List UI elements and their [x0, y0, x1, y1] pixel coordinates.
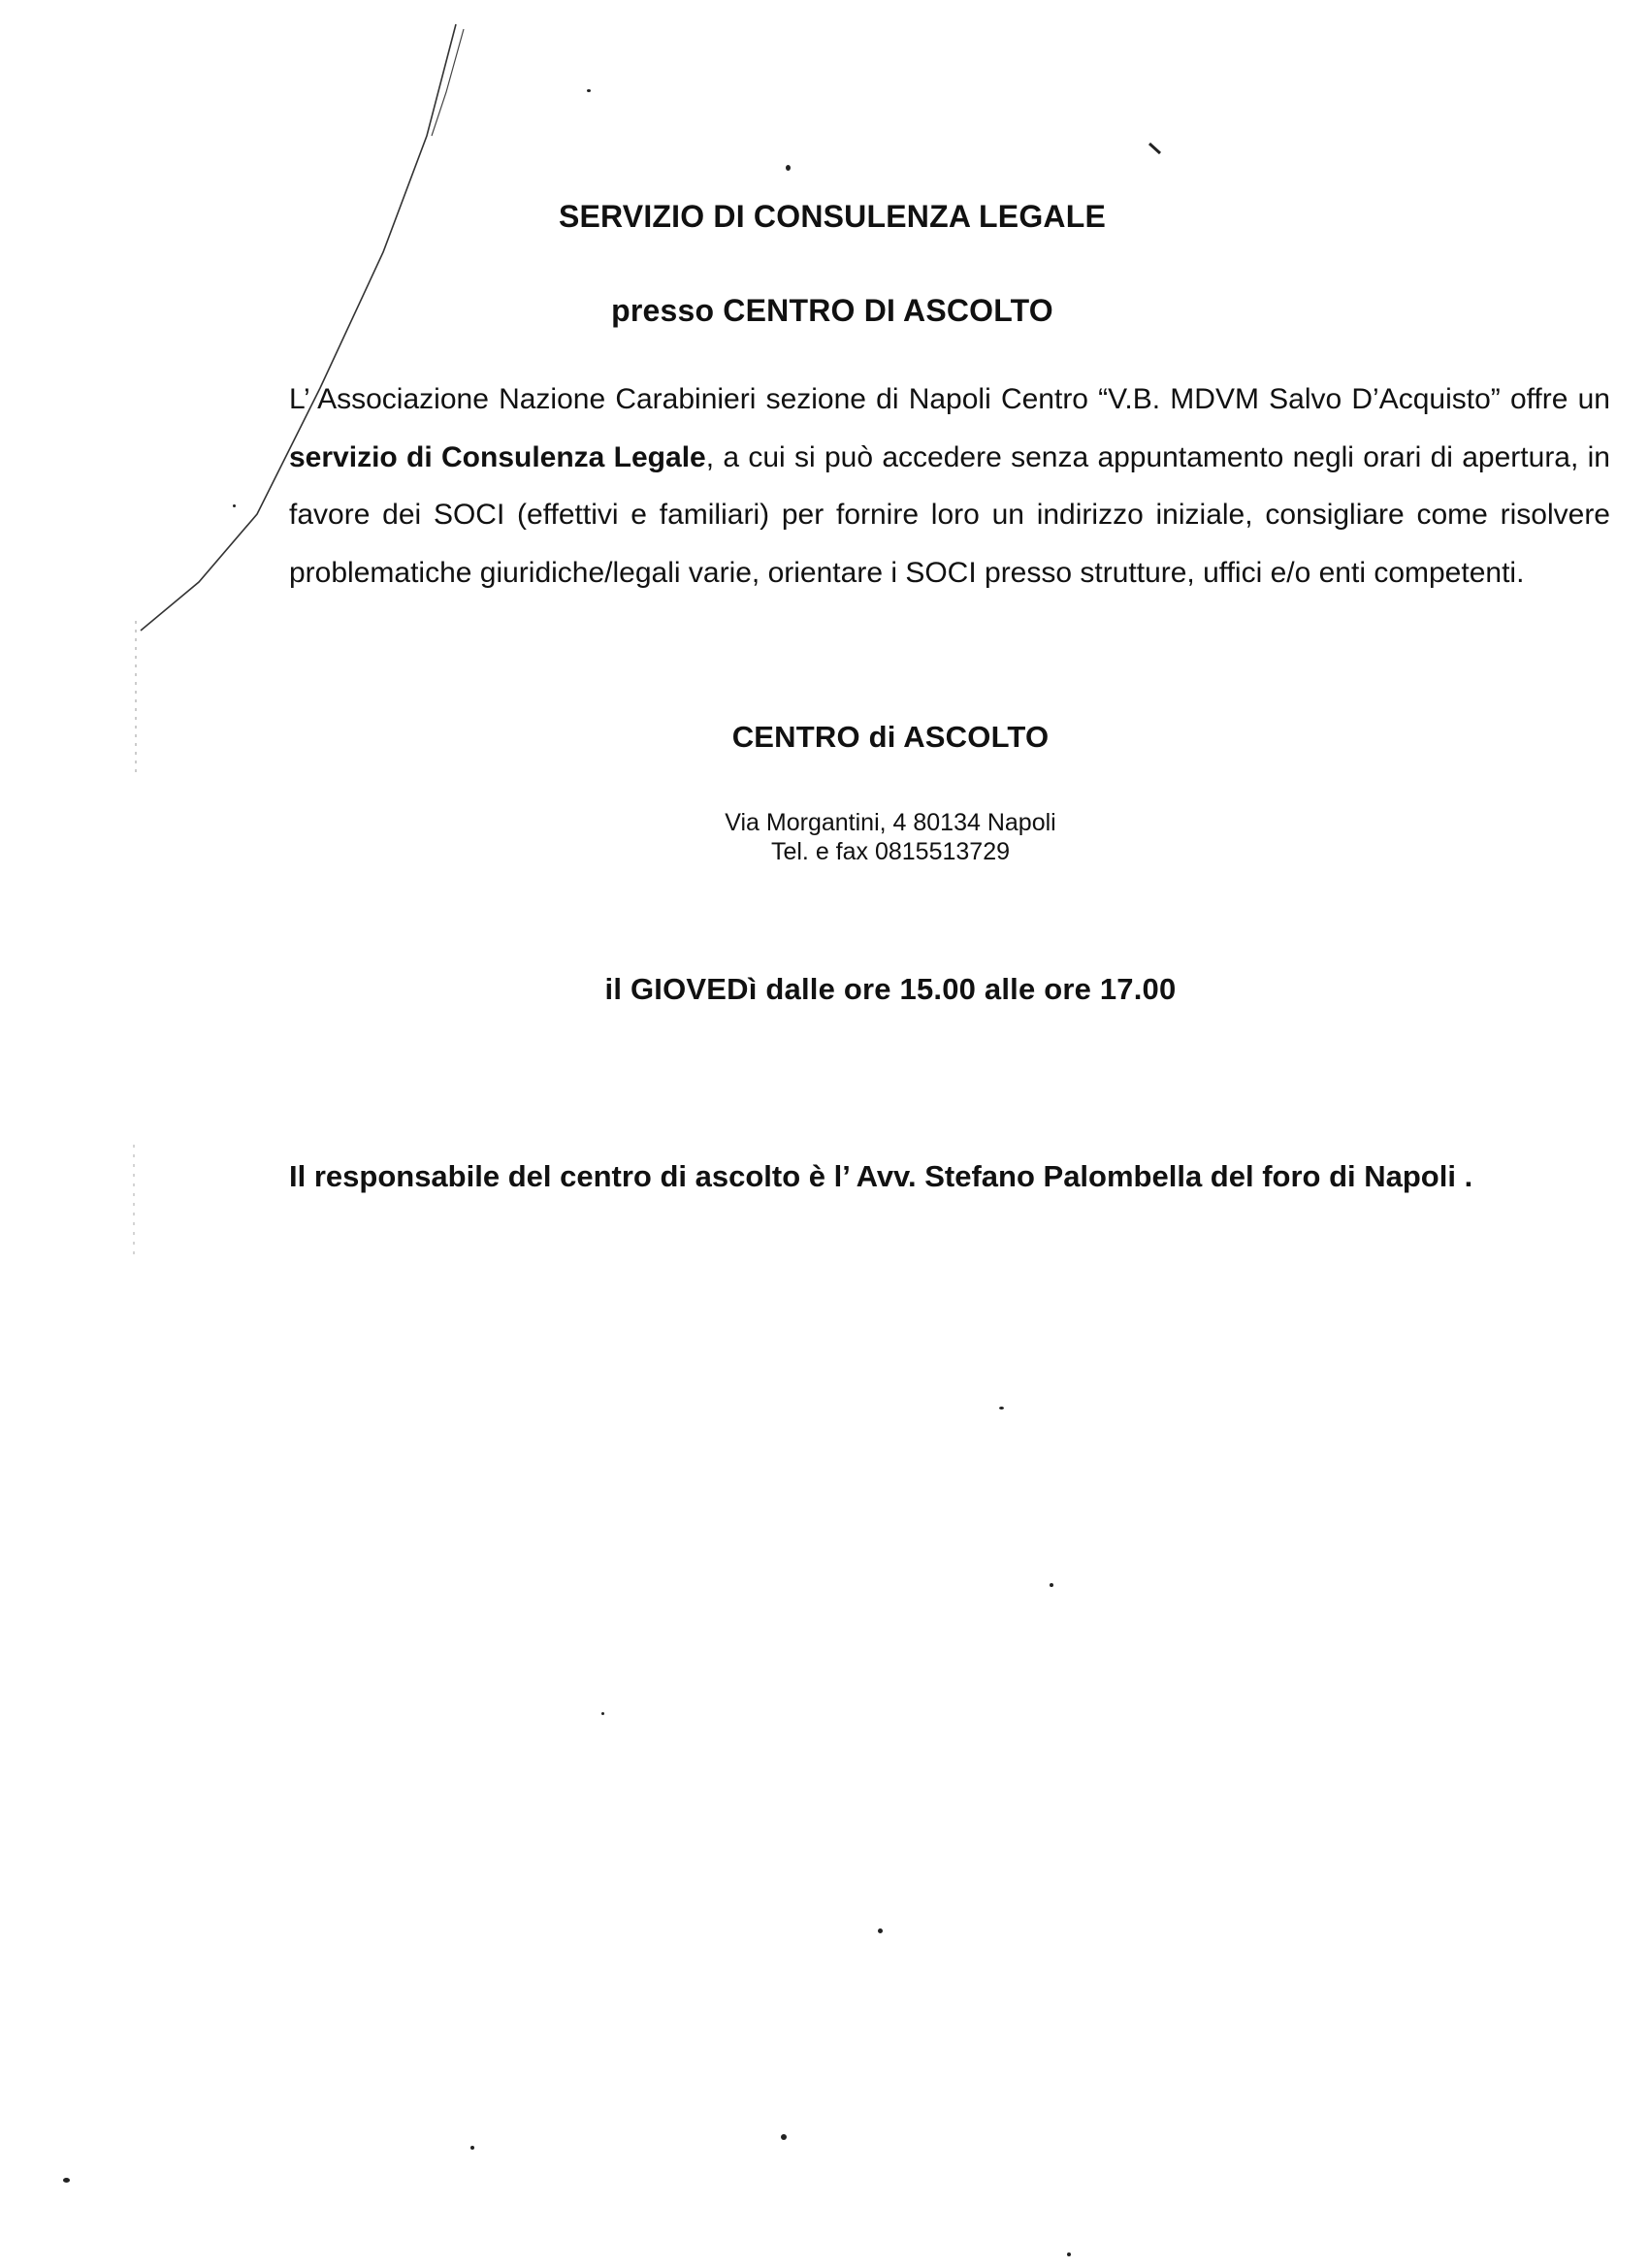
scan-speck	[786, 165, 791, 171]
centre-heading: CENTRO di ASCOLTO	[731, 720, 1050, 754]
scan-speck	[601, 1712, 604, 1715]
responsible-statement: Il responsabile del centro di ascolto è l’ Avv. Stefano Palombella del foro di Napoli .	[289, 1159, 1473, 1193]
document-title: SERVIZIO DI CONSULENZA LEGALE	[558, 199, 1107, 234]
scan-speck	[587, 89, 591, 92]
scan-speck	[233, 504, 236, 507]
scan-speck	[878, 1928, 883, 1933]
scan-speck	[470, 2146, 474, 2150]
scan-speck	[781, 2134, 787, 2140]
intro-text-bold: servizio di Consulenza Legale	[289, 440, 706, 473]
scan-speck	[63, 2178, 70, 2183]
scan-speck	[999, 1407, 1004, 1409]
intro-text-start: L’ Associazione Nazione Carabinieri sezione di Napoli Centro “V.B. MDVM Salvo D’Acquisto” offre un	[289, 383, 1610, 415]
intro-text-end: , a cui si può accedere senza appuntamento negli orari di apertura, in favore dei SOCI (effettivi e familiari) per fornire loro un indirizzo iniziale, consigliare come risolvere problematiche giuridiche/legali varie, orientare i SOCI presso strutture, uffici e/o enti competenti.	[289, 440, 1610, 589]
phone-line: Tel. e fax 0815513729	[770, 838, 1011, 865]
document-subtitle: presso CENTRO DI ASCOLTO	[611, 293, 1053, 328]
opening-hours: il GIOVEDì dalle ore 15.00 alle ore 17.00	[604, 972, 1177, 1006]
intro-paragraph	[289, 371, 1610, 601]
scan-speck	[1050, 1583, 1053, 1587]
scan-speck	[1067, 2252, 1071, 2256]
address-line: Via Morgantini, 4 80134 Napoli	[725, 809, 1056, 836]
